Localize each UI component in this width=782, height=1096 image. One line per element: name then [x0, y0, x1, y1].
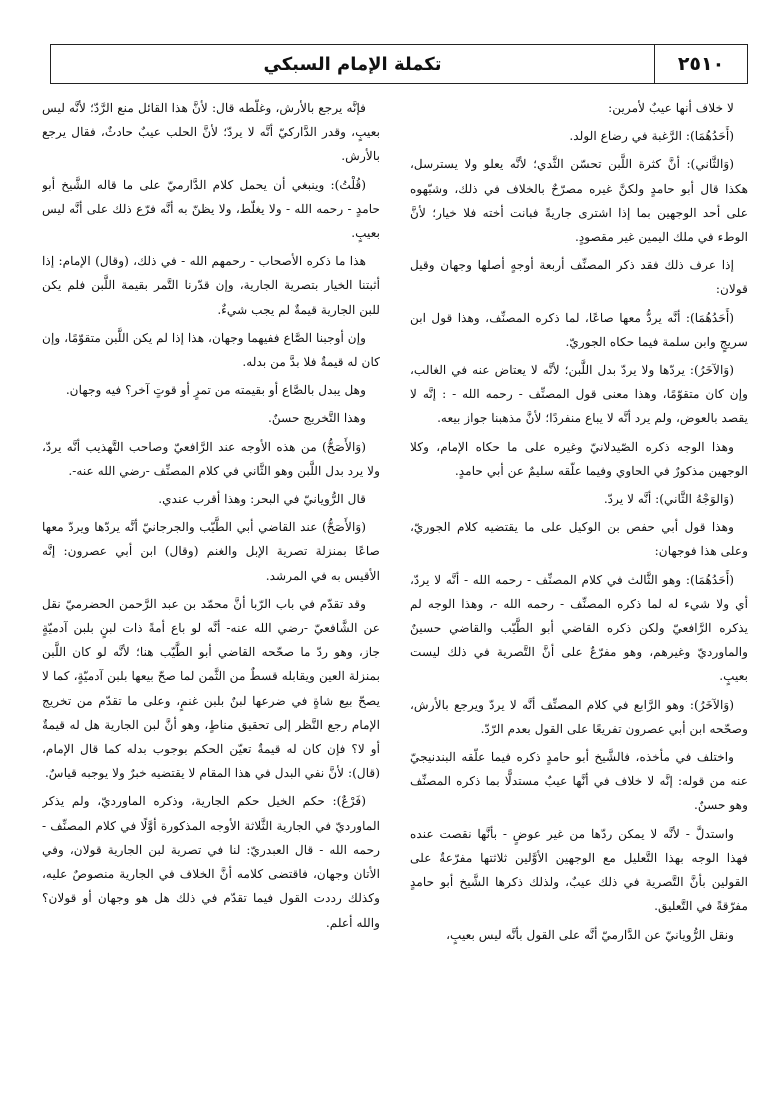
- paragraph: إذا عرف ذلك فقد ذكر المصنِّف أربعة أوجهٍ أصلها وجهان وقيل قولان:: [410, 258, 748, 297]
- paragraph: وقد تقدّم في باب الرّبا أنَّ محمّد بن عبد الرَّحمن الحضرميّ نقل عن الشَّافعيّ -رضي الله عنه- أنَّه لو باع أمةً ذات لبنٍ بلبن آدميّةٍ جاز، وهو ردّ ما صحّحه القاضي أبو الطَّيّب هنا؛ لأنَّه لو كان اللَّبن بمنزلة العين ويقابله قسطٌ من الثَّمن لما صحّ بيعها بلبن آدميّةٍ، كما لا يصحّ بيع شاةٍ في ضرعها لبنٌ بلبن غنمٍ، وعلى ما تقدّم من تخريج الإمام رجع النَّظر إلى تحقيق مناطٍ، وهو أنَّ لبن الجارية هل له قيمةٌ أو لا؟ فإن كان له قيمةٌ تعيّن الحكم بوجوب بدله كما قال الإمام، (قال): لأنَّ نفي البدل في هذا المقام لا يقتضيه خبرٌ ولا يوجبه قياسٌ.: [42, 596, 380, 781]
- paragraph: هذا ما ذكره الأصحاب - رحمهم الله - في ذلك، (وقال) الإمام: إذا أثبتنا الخيار بتصرية الجارية، وإن قدّرنا التَّمر بقيمة اللَّبن فلم يكن للبن الجارية قيمةٌ لم يجب شيءٌ.: [42, 254, 380, 317]
- paragraph: (وَالأَصَحُّ) عند القاضي أبي الطَّيّب والجرجانيّ أنَّه يردّها ويردّ معها صاعًا بمنزلة تصرية الإبل والغنم (وقال) ابن أبي عصرون: إنَّه الأقيس به في المرشد.: [42, 520, 380, 583]
- paragraph: وإن أوجبنا الصَّاع ففيهما وجهان، هذا إذا لم يكن اللَّبن متقوّمًا، وإن كان له قيمةٌ فلا بدَّ من بدله.: [42, 330, 380, 370]
- paragraph: ونقل الرُّويانيّ عن الدَّارميّ أنَّه على القول بأنَّه ليس بعيبٍ،: [446, 927, 734, 942]
- paragraph: لا خلاف أنها عيبٌ لأمرين:: [608, 101, 734, 115]
- paragraph: (قُلْتُ): وينبغي أن يحمل كلام الدَّارميّ على ما قاله الشَّيخ أبو حامدٍ - رحمه الله - ولا يغلّط، ولا يظنّ به أنَّه فرّع ذلك على أنَّه ليس بعيبٍ.: [42, 177, 380, 241]
- paragraph: (أَحَدُهُمَا): الرَّغبة في رضاع الولد.: [569, 129, 734, 144]
- paragraph: (وَالأَصَحُّ) من هذه الأوجه عند الرَّافعيّ وصاحب التَّهذيب أنَّه يردّ، ولا يرد بدل اللَّبن وهو الثَّاني في كلام المصنِّف -رضي الله عنه-.: [42, 439, 380, 478]
- paragraph: وهذا الوجه ذكره الصّيدلانيّ وغيره على ما حكاه الإمام، وكلا الوجهين مذكورٌ في الحاوي وفيما علّقه سليمٌ عن أبي حامدٍ.: [410, 439, 748, 478]
- paragraph: واختلف في مأخذه، فالشَّيخ أبو حامدٍ ذكره فيما علّقه البندنيجيّ عنه من قوله: إنَّه لا خلاف في أنَّها عيبٌ مستدلًّا بما ذكره المصنِّف وهو حسنٌ.: [410, 750, 748, 813]
- page-number: ٢٥١٠: [654, 45, 747, 83]
- left-column: [42, 96, 380, 1082]
- paragraph: (وَالوَجْهُ الثَّاني): أنَّه لا يردّ.: [603, 492, 734, 507]
- right-column: [410, 96, 748, 1082]
- paragraph: وهذا قول أبي حفص بن الوكيل على ما يقتضيه كلام الجوريّ، وعلى هذا فوجهان:: [410, 520, 748, 559]
- paragraph: قال الرُّويانيّ في البحر: وهذا أقرب عندي.: [158, 492, 366, 507]
- paragraph: وهل يبدل بالصَّاع أو بقيمته من تمرٍ أو قوتٍ آخر؟ فيه وجهان.: [65, 383, 366, 398]
- paragraph: (فَرْعٌ): حكم الخيل حكم الجارية، وذكره الماورديّ، ولم يذكر الماورديّ في الجارية الثَّلاثة الأوجه المذكورة أوَّلًا في كلام المصنِّف - رحمه الله - قال العبدريّ: لنا في تصرية لبن الجارية قولان، وفي الأتان وجهان، فاقتضى كلامه أنَّ الخلاف في الجارية منصوصٌ عليه، وكذلك رددت القول فيما تقدّم في ذلك هل هو وجهان أو قولان؟ والله أعلم.: [42, 794, 380, 930]
- text-columns: [42, 96, 748, 1082]
- paragraph: وهذا التَّخريج حسنٌ.: [267, 411, 366, 426]
- paragraph: فإنَّه يرجع بالأرش، وغلّطه قال: لأنَّ هذا القائل منع الرَّدّ؛ لأنَّه ليس بعيبٍ، وقدر الدَّاركيّ أنَّه لا يردّ؛ لأنَّ الحلب عيبٌ حادثٌ، فقال يرجع بالأرش.: [42, 101, 380, 164]
- paragraph: (أَحَدُهُمَا): أنَّه يردُّ معها صاعًا، لما ذكره المصنِّف، وهذا قول ابن سريجٍ وابن سلمة فيما حكاه الجوريّ.: [410, 310, 748, 349]
- running-title: تكملة الإمام السبكي: [263, 53, 442, 75]
- paragraph: (وَالآخَرُ): وهو الرَّابع في كلام المصنِّف أنَّه لا يردّ ويرجع بالأرش، وصحّحه ابن أبي عصرون تفريعًا على القول بعدم الرّدّ.: [410, 697, 748, 736]
- paragraph: واستدلَّ - لأنَّه لا يمكن ردّها من غير عوضٍ - بأنَّها نقصت عنده فهذا الوجه بهذا التَّعليل مع الوجهين الأوَّلين ثلاثتها مفرّعةٌ على القولين بأنَّ التَّصرية في ذلك عيبٌ، ولذلك ذكرها الشَّيخ أبو حامدٍ مفرّقةً في التَّعليق.: [410, 826, 748, 914]
- page-header: [50, 44, 748, 84]
- paragraph: (وَالثَّاني): أنَّ كثرة اللَّبن تحسّن الثَّدي؛ لأنَّه يعلو ولا يسترسل، هكذا قال أبو حامدٍ ولكنَّ غيره مصرّحٌ بالخلاف في ذلك، وشبّهوه على أحد الوجهين بما إذا اشترى جاريةً فبانت أخته فلا خيار؛ لأنَّ الوطء في ملك اليمين غير مقصودٍ.: [410, 157, 748, 245]
- paragraph: (أَحَدُهُمَا): وهو الثَّالث في كلام المصنِّف - رحمه الله - أنَّه لا يردّ، أي ولا شيء له لما ذكره المصنِّف - رحمه الله -، وهذا الوجه لم يذكره الرَّافعيّ ولكن ذكره القاضي أبو الطَّيّب والقاضي حسينٌ والماورديّ وغيرهم، وهو مفرّعٌ على أنَّ التَّصرية في ذلك ليست بعيبٍ.: [410, 572, 748, 684]
- paragraph: (وَالآخَرُ): يردّها ولا يردّ بدل اللَّبن؛ لأنَّه لا يعتاض عنه في الغالب، وإن كان متقوّمًا، وهذا معنى قول المصنِّف - رحمه الله - : إنَّه لا يقصد بالعوض، ولم يرد أنَّه لا يباع منفردًا؛ لأنَّ مذهبنا جواز بيعه.: [410, 363, 748, 426]
